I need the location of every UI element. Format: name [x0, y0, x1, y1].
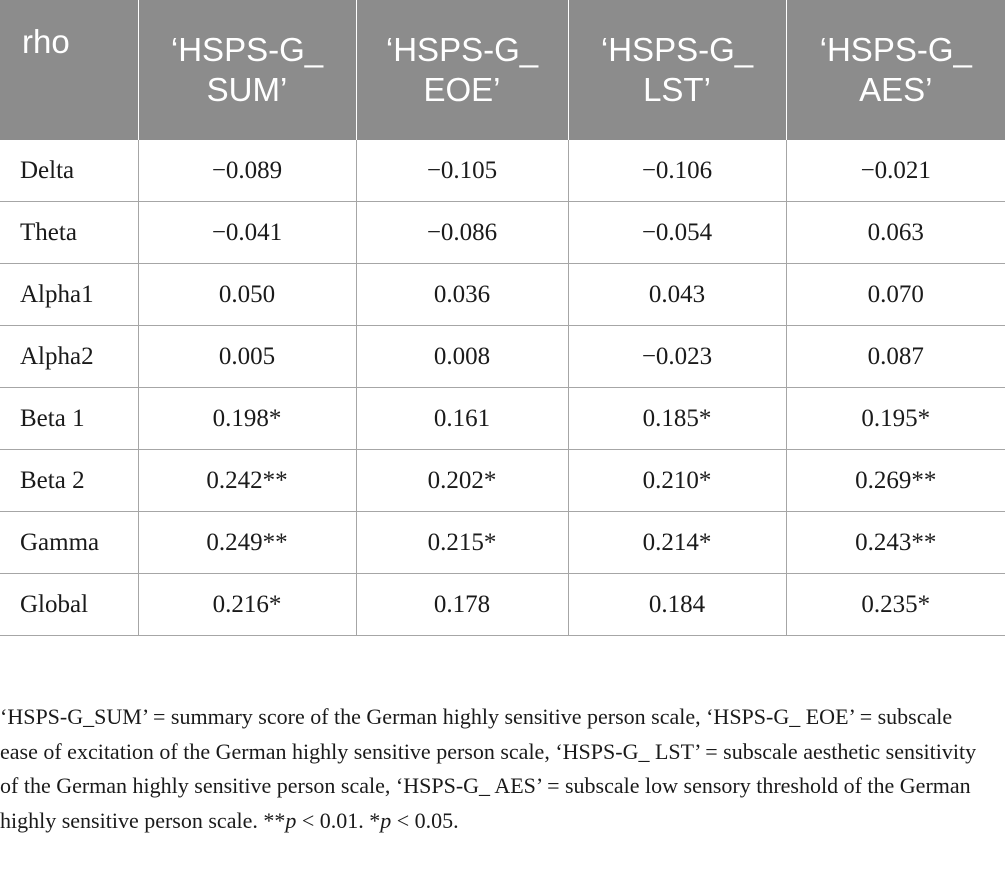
cell-value: 0.249**: [138, 512, 356, 574]
row-label: Theta: [0, 202, 138, 264]
cell-value: −0.021: [786, 140, 1005, 202]
cell-value: −0.089: [138, 140, 356, 202]
table-row-global: [0, 574, 1005, 636]
table-header: [0, 0, 1005, 140]
row-label: Delta: [0, 140, 138, 202]
cell-value: 0.214*: [568, 512, 786, 574]
header-corner-rho: rho: [0, 0, 138, 140]
table-body: [0, 140, 1005, 636]
cell-value: 0.005: [138, 326, 356, 388]
header-hsps-g-sum: [138, 0, 356, 140]
cell-value: 0.185*: [568, 388, 786, 450]
header-line-2: SUM’: [206, 71, 288, 108]
row-label: Alpha1: [0, 264, 138, 326]
header-line-2: LST’: [643, 71, 711, 108]
cell-value: 0.198*: [138, 388, 356, 450]
table-row-beta-1: [0, 388, 1005, 450]
cell-value: 0.235*: [786, 574, 1005, 636]
cell-value: −0.023: [568, 326, 786, 388]
footnote-text: ‘HSPS-G_SUM’ = summary score of the German highly sensitive person scale, ‘HSPS-G_ EOE’ = subscale ease of excitation of the German highly sensitive person scale, ‘HSPS-G_ LST’ = subscale aesthetic sensitivity of the German highly sensitive person scale, ‘HSPS-G_ AES’ = subscale low sensory threshold of the German highly sensitive person scale.: [0, 704, 977, 833]
cell-value: 0.043: [568, 264, 786, 326]
cell-value: −0.054: [568, 202, 786, 264]
cell-value: −0.086: [356, 202, 568, 264]
cell-value: 0.184: [568, 574, 786, 636]
cell-value: −0.041: [138, 202, 356, 264]
cell-value: −0.105: [356, 140, 568, 202]
header-line-1: ‘HSPS-G_: [600, 31, 754, 68]
significance-threshold-001: < 0.01.: [296, 807, 370, 833]
row-label: Gamma: [0, 512, 138, 574]
header-row: [0, 0, 1005, 140]
cell-value: 0.070: [786, 264, 1005, 326]
table-footnote: [0, 700, 995, 838]
cell-value: 0.242**: [138, 450, 356, 512]
table-row-alpha2: [0, 326, 1005, 388]
cell-value: 0.050: [138, 264, 356, 326]
cell-value: 0.195*: [786, 388, 1005, 450]
cell-value: 0.210*: [568, 450, 786, 512]
cell-value: 0.063: [786, 202, 1005, 264]
cell-value: 0.161: [356, 388, 568, 450]
header-hsps-g-lst: [568, 0, 786, 140]
cell-value: 0.215*: [356, 512, 568, 574]
header-hsps-g-aes: [786, 0, 1005, 140]
header-line-1: ‘HSPS-G_: [819, 31, 972, 68]
cell-value: 0.008: [356, 326, 568, 388]
table-row-theta: [0, 202, 1005, 264]
significance-threshold-005: < 0.05.: [391, 807, 459, 833]
header-line-2: AES’: [859, 71, 933, 108]
header-line-1: ‘HSPS-G_: [385, 31, 539, 68]
row-label: Global: [0, 574, 138, 636]
header-line-1: ‘HSPS-G_: [170, 31, 324, 68]
table-row-alpha1: [0, 264, 1005, 326]
row-label: Alpha2: [0, 326, 138, 388]
cell-value: 0.087: [786, 326, 1005, 388]
cell-value: 0.243**: [786, 512, 1005, 574]
significance-stars-005: *: [369, 807, 381, 833]
table-row-beta-2: [0, 450, 1005, 512]
cell-value: −0.106: [568, 140, 786, 202]
header-line-2: EOE’: [423, 71, 501, 108]
table-row-gamma: [0, 512, 1005, 574]
significance-stars-001: **: [263, 807, 286, 833]
table-row-delta: [0, 140, 1005, 202]
cell-value: 0.216*: [138, 574, 356, 636]
header-hsps-g-eoe: [356, 0, 568, 140]
row-label: Beta 2: [0, 450, 138, 512]
cell-value: 0.269**: [786, 450, 1005, 512]
cell-value: 0.036: [356, 264, 568, 326]
p-variable: p: [285, 807, 297, 833]
p-variable: p: [380, 807, 392, 833]
cell-value: 0.178: [356, 574, 568, 636]
cell-value: 0.202*: [356, 450, 568, 512]
row-label: Beta 1: [0, 388, 138, 450]
